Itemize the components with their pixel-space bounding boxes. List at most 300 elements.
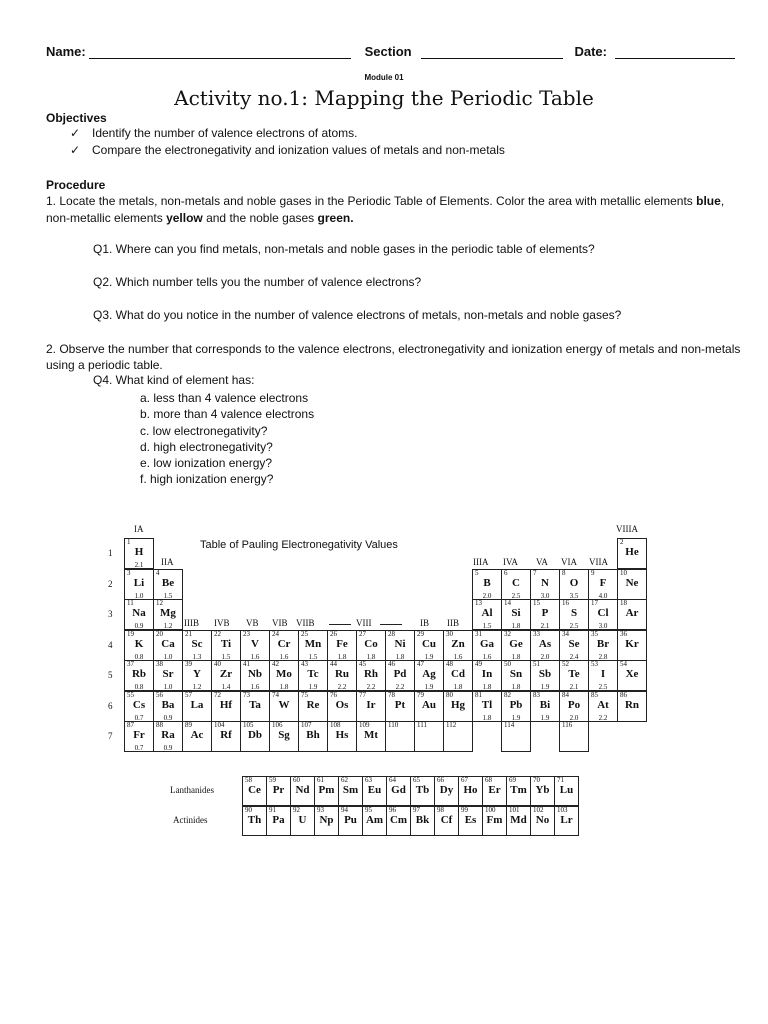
element-electronegativity: 1.8 bbox=[511, 683, 521, 691]
element-symbol: Ra bbox=[161, 729, 175, 741]
element-cell bbox=[124, 691, 154, 722]
lanthanide-cell bbox=[266, 776, 291, 806]
procedure-section bbox=[46, 177, 746, 226]
element-electronegativity: 2.0 bbox=[569, 713, 579, 722]
element-cell bbox=[240, 660, 270, 691]
element-cell bbox=[588, 691, 618, 722]
element-electronegativity: 2.2 bbox=[598, 713, 608, 722]
element-cell bbox=[356, 660, 386, 691]
element-electronegativity: 2.4 bbox=[569, 652, 579, 661]
color-blue-label: blue bbox=[696, 194, 721, 209]
element-number: 33 bbox=[533, 629, 540, 638]
element-number: 59 bbox=[269, 776, 276, 784]
element-symbol: Fr bbox=[133, 729, 145, 741]
period-label: 2 bbox=[108, 578, 113, 589]
element-cell bbox=[298, 691, 328, 722]
element-symbol: Y bbox=[193, 668, 201, 680]
element-cell bbox=[124, 538, 154, 569]
element-symbol: Sg bbox=[278, 729, 290, 741]
element-symbol: Rh bbox=[363, 668, 379, 680]
element-electronegativity: 1.6 bbox=[482, 652, 492, 661]
element-symbol: W bbox=[278, 698, 290, 711]
group-label: IIIB bbox=[184, 618, 199, 628]
element-symbol: Cr bbox=[277, 637, 291, 650]
group-label: IB bbox=[420, 618, 429, 628]
element-number: 101 bbox=[509, 806, 520, 814]
element-cell bbox=[472, 630, 502, 661]
element-electronegativity: 2.0 bbox=[482, 591, 492, 600]
element-cell bbox=[182, 721, 212, 752]
group-label: VB bbox=[246, 618, 259, 628]
element-cell bbox=[298, 721, 328, 752]
element-number: 114 bbox=[504, 721, 515, 729]
section-label: Section bbox=[364, 44, 412, 59]
actinide-cell bbox=[410, 806, 435, 836]
q4-item: e. low ionization energy? bbox=[140, 456, 273, 471]
element-symbol: Cs bbox=[132, 698, 146, 711]
element-electronegativity: 2.1 bbox=[134, 561, 144, 569]
date-label: Date: bbox=[574, 44, 607, 59]
element-number: 70 bbox=[533, 776, 540, 784]
element-number: 9 bbox=[591, 568, 595, 577]
element-electronegativity: 1.8 bbox=[482, 713, 492, 722]
element-cell bbox=[588, 569, 618, 600]
element-symbol: Th bbox=[247, 814, 262, 826]
element-electronegativity: 0.7 bbox=[134, 744, 144, 752]
element-symbol: Ar bbox=[625, 607, 639, 619]
element-symbol: Fe bbox=[336, 637, 348, 650]
step1-text: 1. Locate the metals, non-metals and noble gases in the Periodic Table of Elements. Color the area with metallic elements bbox=[46, 194, 697, 209]
element-number: 42 bbox=[272, 660, 279, 668]
element-number: 52 bbox=[562, 660, 569, 668]
element-cell bbox=[617, 630, 647, 661]
element-number: 31 bbox=[475, 629, 482, 638]
element-electronegativity: 2.5 bbox=[598, 683, 608, 691]
element-symbol: He bbox=[625, 546, 639, 558]
element-electronegativity: 2.8 bbox=[598, 652, 608, 661]
element-symbol: I bbox=[600, 668, 606, 680]
element-cell bbox=[501, 660, 531, 691]
group-label: IIA bbox=[161, 557, 174, 567]
element-number: 13 bbox=[475, 599, 482, 607]
element-number: 104 bbox=[214, 721, 225, 729]
question-q1: Q1. Where can you find metals, non-metals and noble gases in the periodic table of elements? bbox=[93, 242, 595, 256]
checkmark-icon: ✓ bbox=[70, 126, 81, 140]
element-number: 116 bbox=[562, 721, 573, 729]
section-field[interactable] bbox=[421, 46, 563, 59]
element-number: 56 bbox=[156, 690, 163, 699]
element-symbol: Rf bbox=[220, 729, 232, 741]
element-number: 44 bbox=[330, 660, 337, 668]
element-symbol: Pt bbox=[394, 698, 406, 711]
element-symbol: Ac bbox=[190, 729, 204, 741]
element-electronegativity: 2.2 bbox=[395, 683, 405, 691]
element-number: 46 bbox=[388, 660, 395, 668]
element-symbol: Sn bbox=[509, 668, 523, 680]
objective-text: Identify the number of valence electrons of atoms. bbox=[92, 126, 358, 140]
element-symbol: N bbox=[541, 576, 549, 589]
element-number: 92 bbox=[293, 806, 300, 814]
element-symbol: Cu bbox=[421, 637, 437, 650]
element-number: 32 bbox=[504, 629, 511, 638]
element-number: 29 bbox=[417, 629, 424, 638]
actinide-cell bbox=[386, 806, 411, 836]
element-cell bbox=[501, 691, 531, 722]
element-number: 43 bbox=[301, 660, 308, 668]
group-label: VIA bbox=[561, 557, 577, 567]
element-number: 3 bbox=[127, 568, 131, 577]
element-symbol: Pm bbox=[318, 784, 335, 796]
objective-item bbox=[70, 143, 505, 160]
element-number: 4 bbox=[156, 568, 160, 577]
element-symbol: C bbox=[512, 576, 520, 589]
element-number: 54 bbox=[620, 660, 627, 668]
group-label: IIIA bbox=[473, 557, 489, 567]
element-number: 108 bbox=[330, 721, 341, 729]
element-electronegativity: 3.0 bbox=[598, 622, 608, 630]
element-cell bbox=[472, 599, 502, 630]
lanthanide-cell bbox=[530, 776, 555, 806]
element-symbol: At bbox=[597, 698, 609, 711]
element-number: 41 bbox=[243, 660, 250, 668]
actinide-cell bbox=[506, 806, 531, 836]
question-q3: Q3. What do you notice in the number of valence electrons of metals, non-metals and noble gases? bbox=[93, 308, 622, 322]
element-number: 68 bbox=[485, 776, 492, 784]
element-electronegativity: 2.1 bbox=[540, 622, 550, 630]
element-number: 39 bbox=[185, 660, 192, 668]
element-number: 48 bbox=[446, 660, 453, 668]
element-symbol: Dy bbox=[439, 784, 454, 796]
element-number: 76 bbox=[330, 690, 337, 699]
objective-text: Compare the electronegativity and ionization values of metals and non-metals bbox=[92, 143, 505, 157]
element-number: 23 bbox=[243, 629, 250, 638]
element-electronegativity: 1.9 bbox=[540, 713, 550, 722]
element-symbol: Pa bbox=[272, 814, 285, 826]
element-electronegativity: 1.3 bbox=[192, 652, 202, 661]
element-symbol: O bbox=[569, 576, 579, 589]
objectives-heading: Objectives bbox=[46, 111, 107, 125]
element-number: 27 bbox=[359, 629, 366, 638]
element-cell bbox=[269, 691, 299, 722]
element-number: 67 bbox=[461, 776, 468, 784]
objectives-list bbox=[70, 126, 505, 160]
element-number: 79 bbox=[417, 690, 424, 699]
element-cell bbox=[269, 630, 299, 661]
element-symbol: Mt bbox=[363, 729, 379, 741]
element-symbol: Tc bbox=[307, 668, 319, 680]
element-number: 106 bbox=[272, 721, 283, 729]
element-number: 37 bbox=[127, 660, 134, 668]
element-cell bbox=[153, 630, 183, 661]
element-cell bbox=[385, 721, 415, 752]
element-cell bbox=[211, 691, 241, 722]
element-symbol: V bbox=[251, 637, 259, 650]
element-symbol: Te bbox=[568, 668, 580, 680]
element-number: 49 bbox=[475, 660, 482, 668]
element-number: 85 bbox=[591, 690, 598, 699]
element-number: 28 bbox=[388, 629, 395, 638]
element-electronegativity: 1.0 bbox=[134, 591, 144, 600]
element-electronegativity: 1.4 bbox=[221, 683, 231, 691]
element-number: 40 bbox=[214, 660, 221, 668]
element-number: 51 bbox=[533, 660, 540, 668]
element-symbol: Bk bbox=[415, 814, 430, 826]
element-symbol: Pu bbox=[344, 814, 357, 826]
lanthanides-label: Lanthanides bbox=[170, 785, 214, 795]
element-electronegativity: 1.2 bbox=[192, 683, 202, 691]
element-cell bbox=[443, 721, 473, 752]
element-electronegativity: 1.0 bbox=[163, 652, 173, 661]
element-number: 21 bbox=[185, 629, 192, 638]
element-symbol: Ge bbox=[509, 637, 523, 650]
element-cell bbox=[559, 691, 589, 722]
element-symbol: Sm bbox=[342, 784, 359, 796]
element-electronegativity: 1.5 bbox=[482, 622, 492, 630]
group-label: IVA bbox=[503, 557, 518, 567]
element-symbol: No bbox=[535, 814, 550, 826]
element-number: 80 bbox=[446, 690, 453, 699]
element-symbol: Er bbox=[488, 784, 501, 796]
element-electronegativity: 2.5 bbox=[569, 622, 579, 630]
element-cell bbox=[182, 630, 212, 661]
element-number: 58 bbox=[245, 776, 252, 784]
element-symbol: Co bbox=[364, 637, 378, 650]
element-number: 90 bbox=[245, 806, 252, 814]
question-q2: Q2. Which number tells you the number of valence electrons? bbox=[93, 275, 422, 289]
element-cell bbox=[501, 630, 531, 661]
group-label: VA bbox=[536, 557, 548, 567]
lanthanide-cell bbox=[410, 776, 435, 806]
element-symbol: Se bbox=[568, 637, 580, 650]
element-symbol: Si bbox=[511, 607, 521, 619]
element-symbol: Bi bbox=[539, 698, 551, 711]
element-electronegativity: 2.1 bbox=[569, 683, 579, 691]
element-cell bbox=[182, 660, 212, 691]
element-symbol: Li bbox=[133, 576, 145, 589]
element-electronegativity: 1.0 bbox=[163, 683, 173, 691]
name-field[interactable] bbox=[89, 46, 351, 59]
element-cell bbox=[327, 721, 357, 752]
element-number: 45 bbox=[359, 660, 366, 668]
element-number: 11 bbox=[127, 599, 134, 607]
lanthanide-cell bbox=[458, 776, 483, 806]
element-number: 18 bbox=[620, 599, 627, 607]
element-cell bbox=[269, 721, 299, 752]
element-symbol: Nb bbox=[247, 668, 263, 680]
element-number: 84 bbox=[562, 690, 569, 699]
element-symbol: S bbox=[570, 607, 578, 619]
element-symbol: Zn bbox=[451, 637, 465, 650]
element-symbol: Bh bbox=[306, 729, 320, 741]
lanthanide-cell bbox=[242, 776, 267, 806]
element-cell bbox=[211, 660, 241, 691]
step1-text: , non-metallic elements bbox=[46, 194, 725, 225]
element-cell bbox=[559, 569, 589, 600]
element-electronegativity: 1.6 bbox=[453, 652, 463, 661]
element-electronegativity: 2.2 bbox=[337, 683, 347, 691]
element-number: 60 bbox=[293, 776, 300, 784]
element-symbol: Tl bbox=[481, 698, 493, 711]
element-symbol: Hf bbox=[219, 698, 233, 711]
element-number: 53 bbox=[591, 660, 598, 668]
element-cell bbox=[414, 630, 444, 661]
element-cell bbox=[356, 721, 386, 752]
element-number: 89 bbox=[185, 721, 192, 729]
element-symbol: Kr bbox=[625, 637, 639, 650]
element-symbol: Db bbox=[247, 729, 263, 741]
element-symbol: Ti bbox=[220, 637, 232, 650]
element-electronegativity: 0.9 bbox=[163, 713, 173, 722]
lanthanide-cell bbox=[386, 776, 411, 806]
element-symbol: B bbox=[483, 576, 491, 589]
element-number: 91 bbox=[269, 806, 276, 814]
element-symbol: Fm bbox=[486, 814, 503, 826]
element-number: 34 bbox=[562, 629, 569, 638]
element-symbol: Au bbox=[421, 698, 437, 711]
element-electronegativity: 1.8 bbox=[395, 652, 405, 661]
element-symbol: Lu bbox=[559, 784, 574, 796]
viii-bracket-left bbox=[329, 624, 351, 625]
element-cell bbox=[124, 721, 154, 752]
period-label: 4 bbox=[108, 639, 113, 650]
lanthanide-cell bbox=[338, 776, 363, 806]
actinides-label: Actinides bbox=[173, 815, 208, 825]
element-symbol: U bbox=[298, 814, 307, 826]
element-cell bbox=[588, 630, 618, 661]
header-fields bbox=[46, 44, 726, 59]
element-symbol: Sr bbox=[162, 668, 174, 680]
element-symbol: Cf bbox=[440, 814, 453, 826]
element-number: 94 bbox=[341, 806, 348, 814]
element-electronegativity: 4.0 bbox=[598, 591, 608, 600]
element-electronegativity: 1.5 bbox=[163, 591, 173, 600]
periodic-table-title: Table of Pauling Electronegativity Values bbox=[200, 539, 398, 551]
element-cell bbox=[240, 691, 270, 722]
element-cell bbox=[385, 630, 415, 661]
element-number: 73 bbox=[243, 690, 250, 699]
element-number: 5 bbox=[475, 568, 479, 577]
element-symbol: Lr bbox=[560, 814, 573, 826]
date-field[interactable] bbox=[615, 46, 735, 59]
element-cell bbox=[617, 538, 647, 569]
element-number: 1 bbox=[127, 538, 131, 546]
element-electronegativity: 2.0 bbox=[540, 652, 550, 661]
element-cell bbox=[153, 660, 183, 691]
element-cell bbox=[501, 721, 531, 752]
group-label: VIII bbox=[356, 618, 372, 628]
element-symbol: Eu bbox=[367, 784, 382, 796]
actinide-cell bbox=[458, 806, 483, 836]
element-number: 87 bbox=[127, 721, 134, 729]
element-cell bbox=[530, 599, 560, 630]
element-number: 55 bbox=[127, 690, 134, 699]
element-number: 19 bbox=[127, 629, 134, 638]
element-electronegativity: 0.9 bbox=[134, 622, 144, 630]
element-number: 69 bbox=[509, 776, 516, 784]
element-cell bbox=[298, 630, 328, 661]
element-number: 81 bbox=[475, 690, 482, 699]
lanthanide-cell bbox=[290, 776, 315, 806]
element-symbol: Ho bbox=[463, 784, 478, 796]
element-number: 2 bbox=[620, 538, 624, 546]
element-cell bbox=[530, 569, 560, 600]
element-electronegativity: 1.8 bbox=[453, 683, 463, 691]
element-cell bbox=[356, 691, 386, 722]
group-label: IA bbox=[134, 524, 144, 534]
element-symbol: Nd bbox=[295, 784, 310, 796]
element-electronegativity: 1.9 bbox=[424, 652, 434, 661]
page-title: Activity no.1: Mapping the Periodic Table bbox=[174, 86, 594, 110]
group-label: VIIIA bbox=[616, 524, 638, 534]
element-electronegativity: 1.8 bbox=[511, 652, 521, 661]
element-symbol: H bbox=[134, 546, 144, 558]
element-number: 22 bbox=[214, 629, 221, 638]
element-cell bbox=[530, 660, 560, 691]
element-number: 71 bbox=[557, 776, 564, 784]
element-symbol: Ag bbox=[422, 668, 436, 680]
actinide-cell bbox=[242, 806, 267, 836]
element-symbol: Yb bbox=[535, 784, 550, 796]
element-symbol: Sc bbox=[191, 637, 203, 650]
element-cell bbox=[530, 691, 560, 722]
group-label: VIIB bbox=[296, 618, 315, 628]
element-number: 107 bbox=[301, 721, 312, 729]
element-number: 82 bbox=[504, 690, 511, 699]
step1-text: and the noble gases bbox=[202, 210, 318, 225]
element-symbol: P bbox=[541, 607, 549, 619]
element-number: 102 bbox=[533, 806, 544, 814]
element-number: 25 bbox=[301, 629, 308, 638]
element-cell bbox=[559, 630, 589, 661]
element-cell bbox=[588, 660, 618, 691]
element-electronegativity: 3.5 bbox=[569, 591, 579, 600]
element-number: 10 bbox=[620, 568, 627, 577]
element-number: 110 bbox=[388, 721, 399, 729]
element-cell bbox=[327, 660, 357, 691]
actinide-cell bbox=[554, 806, 579, 836]
element-symbol: Np bbox=[319, 814, 334, 826]
actinide-cell bbox=[482, 806, 507, 836]
checkmark-icon: ✓ bbox=[70, 143, 81, 157]
element-cell bbox=[530, 630, 560, 661]
element-electronegativity: 2.5 bbox=[511, 591, 521, 600]
element-number: 105 bbox=[243, 721, 254, 729]
lanthanide-cell bbox=[362, 776, 387, 806]
element-symbol: Be bbox=[161, 576, 175, 589]
element-electronegativity: 1.9 bbox=[308, 683, 318, 691]
q4-item: b. more than 4 valence electrons bbox=[140, 407, 315, 422]
element-symbol: Hg bbox=[450, 698, 466, 711]
element-electronegativity: 0.8 bbox=[134, 683, 144, 691]
element-symbol: Pr bbox=[272, 784, 285, 796]
element-symbol: Ce bbox=[248, 784, 261, 796]
element-symbol: Xe bbox=[625, 668, 639, 680]
element-number: 38 bbox=[156, 660, 163, 668]
element-cell bbox=[211, 630, 241, 661]
element-number: 74 bbox=[272, 690, 279, 699]
actinide-cell bbox=[290, 806, 315, 836]
element-cell bbox=[269, 660, 299, 691]
element-cell bbox=[124, 630, 154, 661]
question-q4: Q4. What kind of element has: bbox=[93, 373, 255, 387]
lanthanide-cell bbox=[482, 776, 507, 806]
element-symbol: Pd bbox=[393, 668, 407, 680]
element-electronegativity: 1.5 bbox=[308, 652, 318, 661]
element-cell bbox=[240, 630, 270, 661]
element-number: 112 bbox=[446, 721, 457, 729]
element-cell bbox=[153, 691, 183, 722]
actinide-cell bbox=[434, 806, 459, 836]
